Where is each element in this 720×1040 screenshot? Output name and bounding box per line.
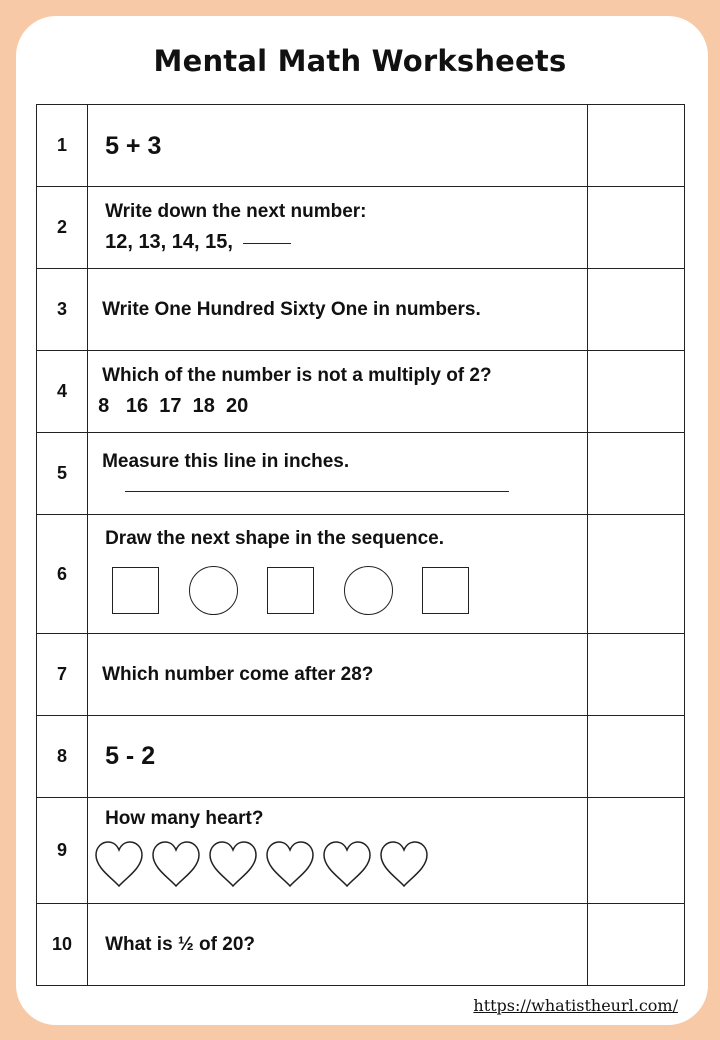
answer-box[interactable] [587, 798, 684, 904]
heart-icon [265, 840, 315, 890]
question-text: Which of the number is not a multiply of 2? [102, 365, 492, 386]
number-options: 8 16 17 18 20 [98, 395, 249, 417]
question-text: Write One Hundred Sixty One in numbers. [102, 298, 481, 320]
answer-blank[interactable] [243, 243, 291, 244]
question-row [37, 515, 685, 634]
answer-box[interactable] [587, 269, 684, 351]
footer-url-link[interactable]: https://whatistheurl.com/ [473, 996, 678, 1015]
worksheet-title: Mental Math Worksheets [153, 44, 567, 78]
question-row [37, 433, 685, 515]
question-text: Which number come after 28? [102, 663, 374, 685]
square-shape [112, 567, 159, 614]
square-shape [422, 567, 469, 614]
answer-box[interactable] [587, 351, 684, 433]
question-row [37, 187, 685, 269]
question-row [37, 269, 685, 351]
question-table [36, 104, 685, 986]
heart-icon [94, 840, 144, 890]
shape-sequence [96, 566, 587, 615]
question-text: 5 - 2 [105, 742, 156, 770]
answer-box[interactable] [587, 515, 684, 634]
question-number: 6 [37, 515, 88, 634]
measure-line [125, 491, 509, 492]
question-row [37, 798, 685, 904]
answer-box[interactable] [587, 187, 684, 269]
question-number: 9 [37, 798, 88, 904]
heart-icon [151, 840, 201, 890]
answer-box[interactable] [587, 904, 684, 986]
heart-icon [322, 840, 372, 890]
question-number: 1 [37, 105, 88, 187]
question-text: 5 + 3 [105, 132, 162, 160]
circle-shape [189, 566, 238, 615]
answer-box[interactable] [587, 634, 684, 716]
question-text: What is ½ of 20? [105, 933, 255, 955]
answer-box[interactable] [587, 105, 684, 187]
number-sequence: 12, 13, 14, 15, [105, 231, 233, 253]
question-row [37, 105, 685, 187]
answer-box[interactable] [587, 716, 684, 798]
square-shape [267, 567, 314, 614]
question-number: 7 [37, 634, 88, 716]
question-number: 2 [37, 187, 88, 269]
heart-icon [379, 840, 429, 890]
question-row [37, 634, 685, 716]
question-number: 3 [37, 269, 88, 351]
question-row [37, 351, 685, 433]
question-number: 10 [37, 904, 88, 986]
heart-row [94, 840, 587, 890]
answer-box[interactable] [587, 433, 684, 515]
question-text: Write down the next number: [105, 201, 367, 222]
question-number: 4 [37, 351, 88, 433]
question-row [37, 904, 685, 986]
question-row [37, 716, 685, 798]
question-number: 8 [37, 716, 88, 798]
question-text: Measure this line in inches. [102, 451, 350, 472]
circle-shape [344, 566, 393, 615]
question-text: Draw the next shape in the sequence. [105, 527, 445, 549]
heart-icon [208, 840, 258, 890]
question-text: How many heart? [105, 807, 264, 829]
question-number: 5 [37, 433, 88, 515]
